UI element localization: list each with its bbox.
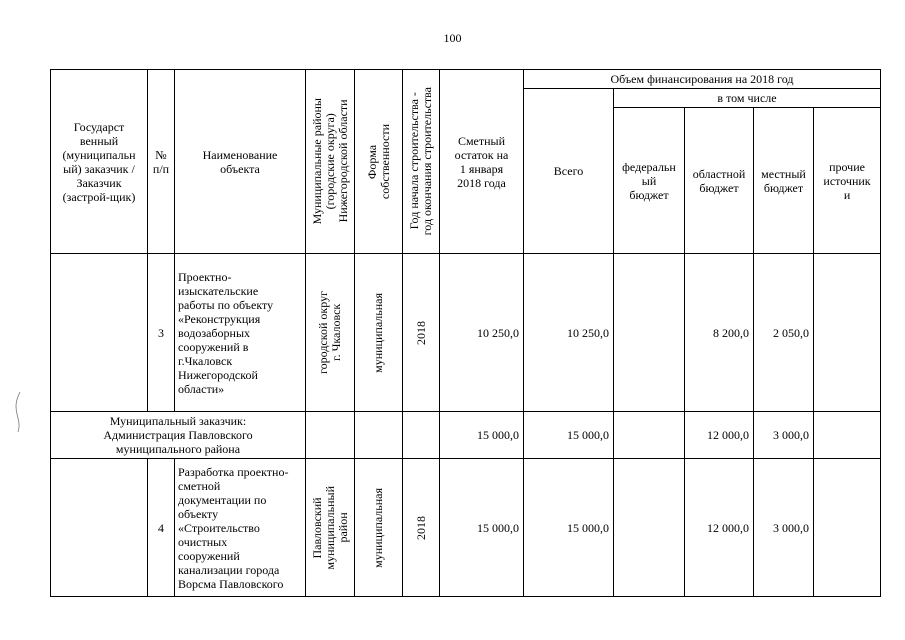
cell-ownership bbox=[355, 459, 403, 597]
cell-local: 3 000,0 bbox=[754, 412, 814, 459]
cell-balance: 15 000,0 bbox=[440, 412, 524, 459]
header-years-text: Год начала строительства - год окончания строительства bbox=[407, 87, 434, 236]
cell-empty bbox=[614, 412, 685, 459]
cell-empty bbox=[814, 412, 881, 459]
cell-federal bbox=[614, 459, 685, 597]
table-row-project-4 bbox=[51, 459, 881, 597]
header-including: в том числе bbox=[614, 89, 881, 108]
financing-table bbox=[50, 69, 881, 597]
cell-name: Разработка проектно- сметной документации по объекту «Строительство очистных сооружений канализации города Ворсма Павловского bbox=[175, 459, 306, 597]
cell-num: 4 bbox=[148, 459, 175, 597]
cell-name: Проектно- изыскательские работы по объекту «Реконструкция водозаборных сооружений в г.Чкаловск Нижегородской области» bbox=[175, 254, 306, 412]
cell-district bbox=[306, 459, 355, 597]
header-financing: Объем финансирования на 2018 год bbox=[524, 70, 881, 89]
cell-local: 2 050,0 bbox=[754, 254, 814, 412]
header-ownership bbox=[355, 70, 403, 254]
header-district-text: Муниципальные районы (городские округа) Нижегородской области bbox=[309, 98, 350, 225]
table-row-customer bbox=[51, 412, 881, 459]
header-total: Всего bbox=[524, 89, 614, 254]
cell-year bbox=[403, 254, 440, 412]
cell-other bbox=[814, 254, 881, 412]
header-years bbox=[403, 70, 440, 254]
header-local: местный бюджет bbox=[754, 108, 814, 254]
cell-regional: 12 000,0 bbox=[685, 412, 754, 459]
cell-total: 15 000,0 bbox=[524, 412, 614, 459]
cell-balance: 15 000,0 bbox=[440, 459, 524, 597]
header-customer: Государст венный (муниципальн ый) заказчик / Заказчик (застрой-щик) bbox=[51, 70, 148, 254]
cell-year-text: 2018 bbox=[413, 515, 428, 540]
cell-customer-label: Муниципальный заказчик: Администрация Павловского муниципального района bbox=[51, 412, 306, 459]
header-regional: областной бюджет bbox=[685, 108, 754, 254]
cell-district bbox=[306, 254, 355, 412]
cell-year-text: 2018 bbox=[413, 320, 428, 345]
cell-ownership-text: муниципальная bbox=[371, 292, 385, 373]
header-federal: федеральн ый бюджет bbox=[614, 108, 685, 254]
cell-year bbox=[403, 459, 440, 597]
header-num: № п/п bbox=[148, 70, 175, 254]
cell-federal bbox=[614, 254, 685, 412]
cell-empty bbox=[355, 412, 403, 459]
header-ownership-text: Форма собственности bbox=[364, 123, 392, 200]
table-row-project-3 bbox=[51, 254, 881, 412]
header-name: Наименование объекта bbox=[175, 70, 306, 254]
cell-regional: 8 200,0 bbox=[685, 254, 754, 412]
cell-total: 10 250,0 bbox=[524, 254, 614, 412]
cell-empty bbox=[51, 459, 148, 597]
cell-other bbox=[814, 459, 881, 597]
cell-district-text: Павловский муниципальный район bbox=[309, 485, 350, 570]
header-district bbox=[306, 70, 355, 254]
cell-num: 3 bbox=[148, 254, 175, 412]
cell-ownership-text: муниципальная bbox=[371, 487, 385, 568]
cell-empty bbox=[403, 412, 440, 459]
cell-district-text: городской округ г. Чкаловск bbox=[316, 291, 343, 374]
cell-ownership bbox=[355, 254, 403, 412]
cell-total: 15 000,0 bbox=[524, 459, 614, 597]
cell-local: 3 000,0 bbox=[754, 459, 814, 597]
margin-scan-mark bbox=[14, 392, 24, 432]
cell-balance: 10 250,0 bbox=[440, 254, 524, 412]
page-number: 100 bbox=[443, 31, 462, 45]
header-other: прочие источник и bbox=[814, 108, 881, 254]
cell-empty bbox=[306, 412, 355, 459]
header-balance: Сметный остаток на 1 января 2018 года bbox=[440, 70, 524, 254]
cell-empty bbox=[51, 254, 148, 412]
cell-regional: 12 000,0 bbox=[685, 459, 754, 597]
